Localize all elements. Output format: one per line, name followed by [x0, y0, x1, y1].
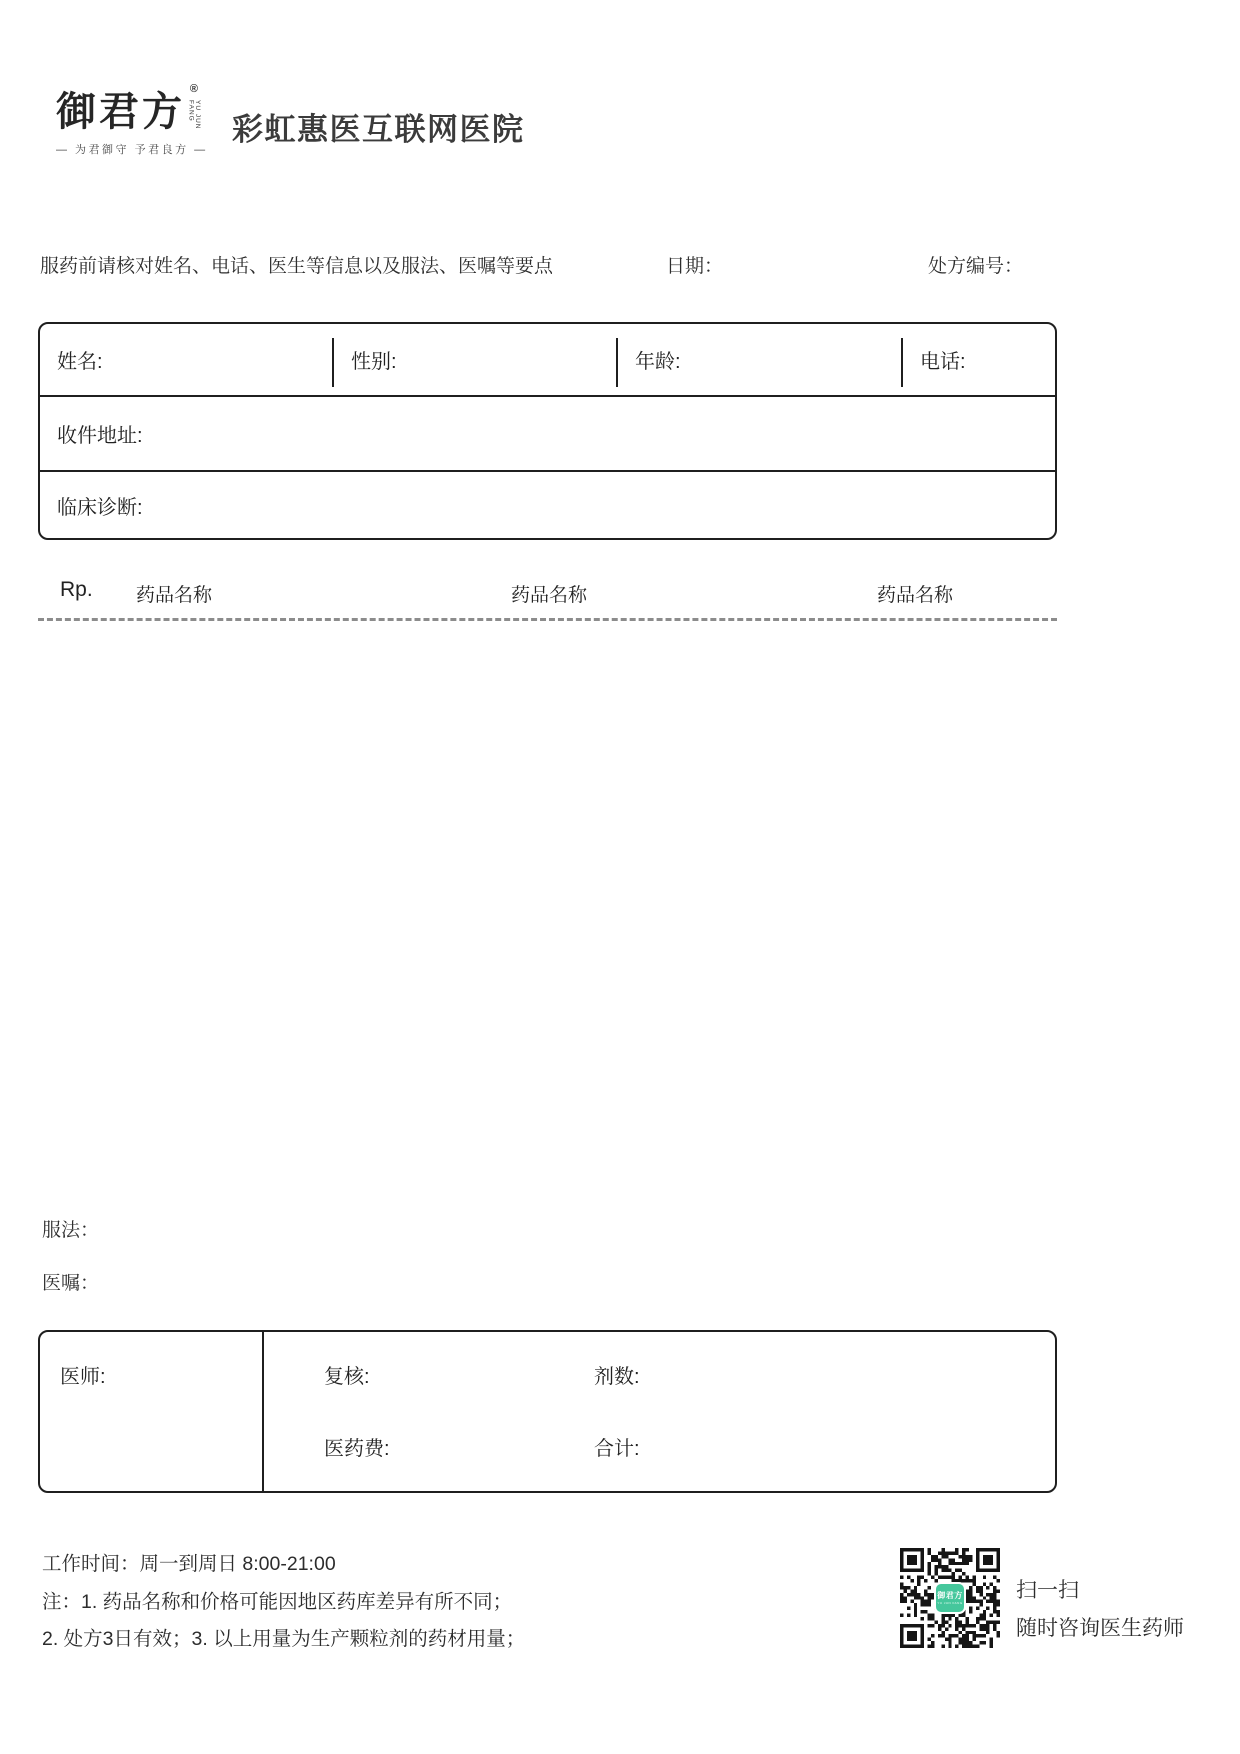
name-field — [40, 324, 334, 395]
scan-subtitle: 随时咨询医生药师 — [1016, 1617, 1184, 1640]
qr-badge-text: 御君方 — [937, 1591, 963, 1601]
address-label: 收件地址: — [57, 425, 143, 447]
drug-name-header: 药品名称 — [136, 585, 213, 606]
signature-box-right — [264, 1332, 1055, 1491]
logo-vertical-text: YU JUN FANG — [187, 100, 201, 130]
doctor-cell — [40, 1332, 264, 1491]
usage-label: 服法： — [42, 1220, 100, 1241]
logo-characters: 御君方 — [56, 88, 185, 135]
patient-info-box — [38, 322, 1057, 540]
total-label: 合计: — [594, 1438, 640, 1460]
diagnosis-label: 临床诊断: — [57, 496, 143, 519]
phone-field — [903, 324, 1055, 395]
patient-row-address — [40, 397, 1055, 472]
drug-name-header: 药品名称 — [877, 585, 954, 606]
phone-label: 电话: — [920, 351, 966, 373]
dose-count-label: 剂数: — [594, 1366, 640, 1388]
gender-label: 性别: — [351, 351, 397, 373]
brand-logo — [56, 83, 208, 157]
signature-box — [38, 1330, 1057, 1493]
age-label: 年龄: — [635, 351, 681, 373]
patient-row-basic — [40, 324, 1055, 397]
doctor-label: 医师: — [60, 1366, 106, 1388]
notice-text: 服药前请核对姓名、电话、医生等信息以及服法、医嘱等要点 — [40, 256, 554, 277]
qr-badge-subtext: YU JUN FANG — [937, 1600, 963, 1605]
note-line-1: 注：1. 药品名称和价格可能因地区药库差异有所不同； — [42, 1591, 513, 1613]
hospital-title: 彩虹惠医互联网医院 — [232, 112, 525, 147]
patient-row-diagnosis — [40, 472, 1055, 538]
drug-name-header: 药品名称 — [511, 585, 588, 606]
date-label: 日期： — [666, 256, 724, 277]
medicine-fee-label: 医药费: — [324, 1438, 390, 1460]
advice-label: 医嘱： — [42, 1273, 100, 1294]
name-label: 姓名: — [57, 351, 103, 373]
rx-dashed-divider — [38, 618, 1057, 621]
logo-text — [56, 83, 201, 135]
rx-number-label: 处方编号： — [928, 256, 1024, 277]
scan-title: 扫一扫 — [1016, 1579, 1079, 1602]
rp-label: Rp. — [60, 578, 93, 601]
qr-center-badge — [934, 1582, 966, 1614]
gender-field — [334, 324, 618, 395]
registered-trademark-icon: ® — [189, 83, 201, 95]
age-field — [618, 324, 903, 395]
work-hours-text: 工作时间：周一到周日 8:00-21:00 — [42, 1553, 336, 1575]
review-label: 复核: — [324, 1366, 370, 1388]
logo-tagline: — 为君御守 予君良方 — — [56, 144, 208, 156]
note-line-2: 2. 处方3日有效；3. 以上用量为生产颗粒剂的药材用量； — [42, 1628, 526, 1650]
qr-code-icon — [900, 1548, 1000, 1648]
